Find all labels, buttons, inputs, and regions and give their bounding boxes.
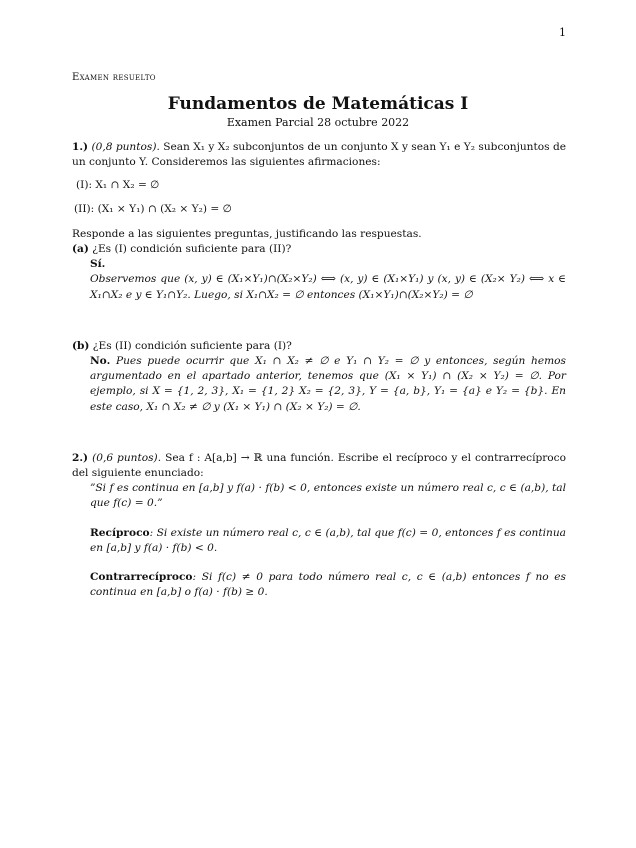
part-a-question <box>72 242 566 257</box>
contrarreciproco-text: : Si f(c) ≠ 0 para todo número real c, c ∈ (a,b) entonces f no es continua en [a,b] o f(a) · f(b) ≥ 0. <box>90 571 566 599</box>
page-number: 1 <box>559 26 566 39</box>
document-title: Fundamentos de Matemáticas I <box>167 94 469 114</box>
running-header: Examen resuelto <box>72 72 156 83</box>
question-2-statement <box>72 451 566 481</box>
question-1-points: (0,8 puntos) <box>91 141 157 153</box>
question-1-statement <box>72 140 566 170</box>
part-b-answer: No. <box>90 355 111 368</box>
question-1-number: 1.) <box>72 141 89 153</box>
document-subtitle: Examen Parcial 28 octubre 2022 <box>226 116 410 129</box>
reciproco-block <box>72 526 566 556</box>
part-b-explanation: Pues puede ocurrir que X₁ ∩ X₂ ≠ ∅ e Y₁ ∩ Y₂ = ∅ y entonces, según hemos argumentado en el apartado anterior, tenemos que (X₁ × Y₁) ∩ (X₂ × Y₂) = ∅. Por ejemplo, si X = {1, 2, 3}, X₁ = {1, 2} X₂ = {2, 3}, Y = {a, b}, Y₁ = {a} e Y₂ = {b}. En este caso, X₁ ∩ X₂ ≠ ∅ y (X₁ × Y₁) ∩ (X₂ × Y₂) = ∅. <box>90 355 566 413</box>
question-2-text: . Sea f : A[a,b] → ℝ una función. Escribe el recíproco y el contrarrecíproco del siguiente enunciado: <box>72 451 566 480</box>
reciproco-text: : Si existe un número real c, c ∈ (a,b), tal que f(c) = 0, entonces f es continua en [a,b] y f(a) · f(b) < 0. <box>90 526 566 554</box>
part-b-answer-block <box>72 354 566 415</box>
claim-1: (I): X₁ ∩ X₂ = ∅ <box>76 179 160 192</box>
exam-body <box>72 140 566 600</box>
question-2-quote: ”Si f es continua en [a,b] y f(a) · f(b) < 0, entonces existe un número real c, c ∈ (a,b), tal que f(c) = 0.” <box>90 482 566 510</box>
part-b-question-text: ¿Es (II) condición suficiente para (I)? <box>89 339 292 352</box>
question-2-points: (0,6 puntos) <box>92 451 158 464</box>
contrarreciproco-label: Contrarrecíproco <box>90 571 193 584</box>
reciproco-label: Recíproco <box>90 526 150 539</box>
part-b-label: (b) <box>72 339 90 352</box>
part-a-answer: Sí. <box>90 258 106 271</box>
instruction: Responde a las siguientes preguntas, justificando las respuestas. <box>72 227 422 240</box>
part-a-question-text: ¿Es (I) condición suficiente para (II)? <box>88 243 292 256</box>
part-a-label: (a) <box>72 243 89 256</box>
question-1-text: . Sean X₁ y X₂ subconjuntos de un conjunto X y sean Y₁ e Y₂ subconjuntos de un conjunto Y. Consideremos las siguientes afirmaciones: <box>72 141 567 169</box>
part-b-question <box>72 339 566 354</box>
question-2-number: 2.) <box>72 451 89 464</box>
contrarreciproco-block <box>72 570 566 600</box>
part-a-explanation: Observemos que (x, y) ∈ (X₁×Y₁)∩(X₂×Y₂) ⟺ (x, y) ∈ (X₁×Y₁) y (x, y) ∈ (X₂× Y₂) ⟺ x ∈ X₁∩X₂ e y ∈ Y₁∩Y₂. Luego, si X₁∩X₂ = ∅ entonces (X₁×Y₁)∩(X₂×Y₂) = ∅ <box>90 273 566 301</box>
claim-2: (II): (X₁ × Y₁) ∩ (X₂ × Y₂) = ∅ <box>74 202 232 215</box>
